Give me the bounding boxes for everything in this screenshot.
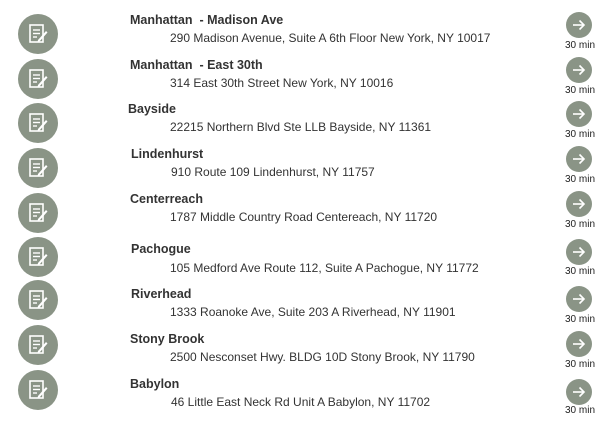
location-name: Manhattan - Madison Ave: [130, 13, 284, 27]
location-name: Babylon: [130, 377, 180, 391]
location-name: Bayside: [128, 102, 176, 116]
location-address: 910 Route 109 Lindenhurst, NY 11757: [171, 165, 375, 179]
location-address: 22215 Northern Blvd Ste LLB Bayside, NY 11361: [170, 120, 432, 134]
arrow-right-icon[interactable]: [566, 57, 592, 83]
location-row: [0, 376, 611, 420]
location-name: Centerreach: [130, 192, 203, 206]
document-edit-icon[interactable]: [18, 103, 58, 143]
duration-label: 30 min: [564, 359, 595, 370]
location-row: [0, 235, 611, 279]
duration-label: 30 min: [564, 266, 595, 277]
location-address: 2500 Nesconset Hwy. BLDG 10D Stony Brook, NY 11790: [170, 350, 475, 364]
duration-label: 30 min: [564, 314, 595, 325]
document-edit-icon[interactable]: [18, 148, 58, 188]
document-edit-icon[interactable]: [18, 193, 58, 233]
duration-label: 30 min: [564, 85, 595, 96]
arrow-right-icon[interactable]: [566, 101, 592, 127]
location-row: [0, 146, 611, 190]
location-name: Pachogue: [131, 242, 191, 256]
arrow-right-icon[interactable]: [566, 331, 592, 357]
arrow-right-icon[interactable]: [566, 286, 592, 312]
document-edit-icon[interactable]: [18, 59, 58, 99]
arrow-right-icon[interactable]: [566, 191, 592, 217]
document-edit-icon[interactable]: [18, 280, 58, 320]
location-address: 290 Madison Avenue, Suite A 6th Floor New York, NY 10017: [170, 31, 491, 45]
location-address: 314 East 30th Street New York, NY 10016: [170, 76, 394, 90]
document-edit-icon[interactable]: [18, 370, 58, 410]
duration-label: 30 min: [564, 174, 595, 185]
duration-label: 30 min: [564, 405, 595, 416]
location-row: [0, 57, 611, 101]
document-edit-icon[interactable]: [18, 14, 58, 54]
location-address: 105 Medford Ave Route 112, Suite A Pachogue, NY 11772: [170, 261, 479, 275]
location-address: 1787 Middle Country Road Centereach, NY 11720: [170, 210, 438, 224]
document-edit-icon[interactable]: [18, 237, 58, 277]
location-row: [0, 101, 611, 145]
arrow-right-icon[interactable]: [566, 146, 592, 172]
duration-label: 30 min: [564, 129, 595, 140]
duration-label: 30 min: [564, 40, 595, 51]
location-name: Stony Brook: [130, 332, 205, 346]
location-name: Lindenhurst: [131, 147, 204, 161]
arrow-right-icon[interactable]: [566, 12, 592, 38]
location-row: [0, 331, 611, 375]
location-row: [0, 286, 611, 330]
duration-label: 30 min: [564, 219, 595, 230]
location-name: Riverhead: [131, 287, 192, 301]
location-address: 46 Little East Neck Rd Unit A Babylon, NY 11702: [171, 395, 431, 409]
location-name: Manhattan - East 30th: [130, 58, 263, 72]
document-edit-icon[interactable]: [18, 325, 58, 365]
arrow-right-icon[interactable]: [566, 379, 592, 405]
arrow-right-icon[interactable]: [566, 239, 592, 265]
location-row: [0, 191, 611, 235]
location-row: [0, 12, 611, 56]
location-address: 1333 Roanoke Ave, Suite 203 A Riverhead, NY 11901: [170, 305, 456, 319]
